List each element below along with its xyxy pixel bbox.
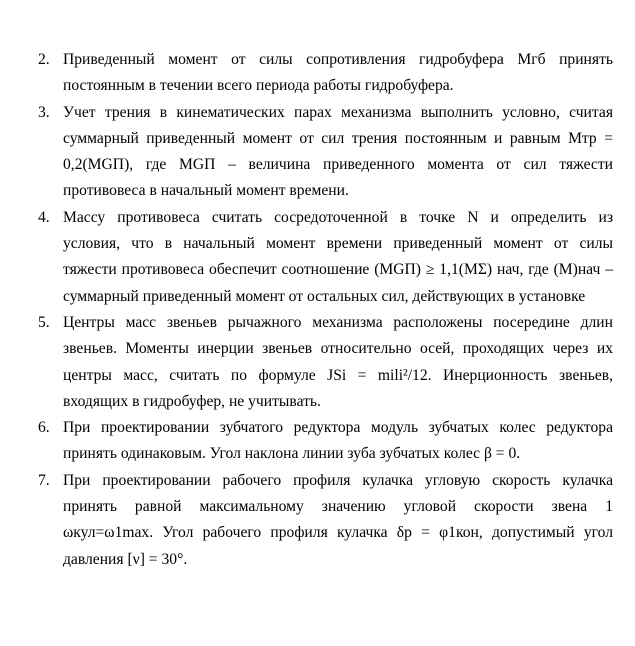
text-line: Учет трения в кинематических парах механизма выполнить условно, считая xyxy=(63,103,613,121)
item-number: 2. xyxy=(38,51,50,68)
list-item-4 xyxy=(0,205,635,310)
text-line: принять равной максимальному значению угловой скорости звена 1 xyxy=(63,498,613,516)
text-line: ωкул=ω1max. Угол рабочего профиля кулачка δр = φ1кон, допустимый угол xyxy=(63,524,613,542)
text-line: суммарный приведенный момент от остальных сил, действующих в установке xyxy=(63,287,586,305)
list-item-6 xyxy=(0,415,635,468)
text-line: Приведенный момент от силы сопротивления гидробуфера Mгб принять xyxy=(63,51,613,68)
item-number: 7. xyxy=(38,471,50,489)
text-line: центры масс, считать по формуле JSi = mili²/12. Инерционность звеньев, xyxy=(63,366,613,384)
text-line: 0,2(MGП), где MGП – величина приведенного момента от сил тяжести xyxy=(63,156,613,174)
document-page xyxy=(0,47,635,573)
text-line: давления [ν] = 30°. xyxy=(63,550,188,568)
item-number: 4. xyxy=(38,208,50,226)
text-line: Центры масс звеньев рычажного механизма расположены посередине длин xyxy=(63,313,613,331)
item-number: 5. xyxy=(38,313,50,331)
text-line: противовеса в начальный момент времени. xyxy=(63,182,349,200)
text-line: Массу противовеса считать сосредоточенной в точке N и определить из xyxy=(63,208,613,226)
text-line: тяжести противовеса обеспечит соотношение (MGП) ≥ 1,1(MΣ) нач, где (M)нач – xyxy=(63,261,613,279)
text-line: При проектировании рабочего профиля кулачка угловую скорость кулачка xyxy=(63,471,613,489)
item-number: 3. xyxy=(38,103,50,121)
text-line: При проектировании зубчатого редуктора модуль зубчатых колес редуктора xyxy=(63,419,613,437)
item-number: 6. xyxy=(38,419,50,437)
text-line: условия, что в начальный момент времени приведенный момент от силы xyxy=(63,235,613,253)
text-line: входящих в гидробуфер, не учитывать. xyxy=(63,392,321,410)
text-line: суммарный приведенный момент от сил трения постоянным и равным Mтр = xyxy=(63,129,613,147)
text-line: звеньев. Моменты инерции звеньев относительно осей, проходящих через их xyxy=(63,340,613,358)
list-item-3 xyxy=(0,100,635,205)
text-line: принять одинаковым. Угол наклона линии зуба зубчатых колес β = 0. xyxy=(63,445,521,463)
list-item-7 xyxy=(0,468,635,573)
list-item-2 xyxy=(0,47,635,100)
text-line: постоянным в течении всего периода работы гидробуфера. xyxy=(63,77,454,95)
list-item-5 xyxy=(0,310,635,415)
